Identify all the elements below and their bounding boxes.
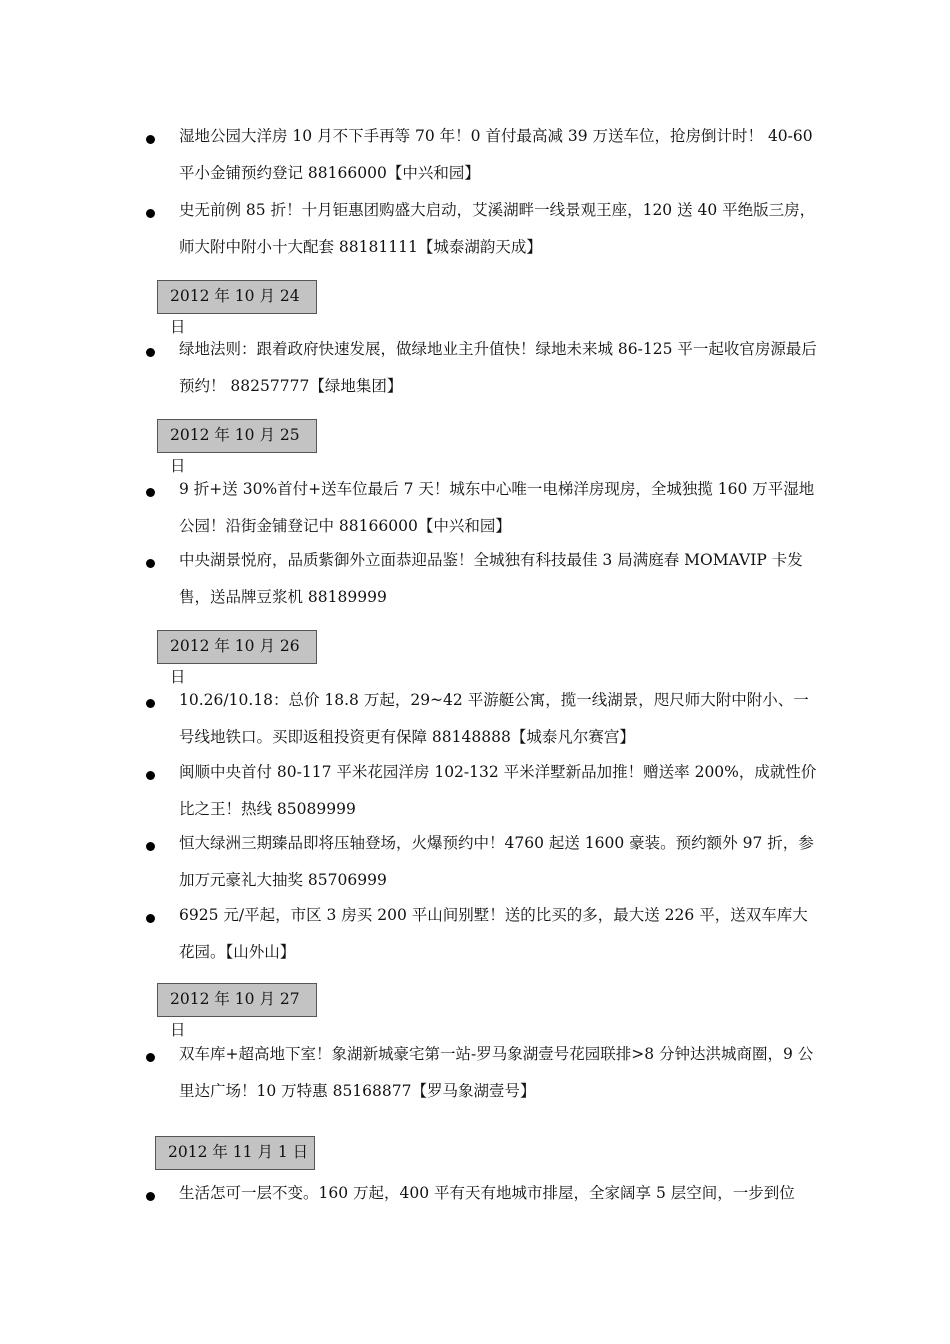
date-header: 2012 年 10 月 24 日: [157, 280, 317, 314]
date-header: 2012 年 10 月 25 日: [157, 419, 317, 453]
bullet-icon: [146, 914, 155, 923]
list-item-text: 双车库+超高地下室！象湖新城豪宅第一站-罗马象湖壹号花园联排>8 分钟达洪城商圈，9 公里达广场！10 万特惠 85168877【罗马象湖壹号】: [179, 1045, 814, 1100]
bullet-icon: [146, 842, 155, 851]
list-item-text: 恒大绿洲三期臻品即将压轴登场，火爆预约中！4760 起送 1600 豪装。预约额外 97 折，参加万元豪礼大抽奖 85706999: [179, 834, 814, 889]
bullet-icon: [146, 488, 155, 497]
bullet-icon: [146, 1192, 155, 1201]
date-header: 2012 年 10 月 26 日: [157, 630, 317, 664]
bullet-icon: [146, 559, 155, 568]
list-item-text: 闽顺中央首付 80-117 平米花园洋房 102-132 平米洋墅新品加推！赠送率 200%，成就性价比之王！热线 85089999: [179, 763, 817, 818]
bullet-icon: [146, 135, 155, 144]
list-item-text: 10.26/10.18：总价 18.8 万起，29~42 平游艇公寓，揽一线湖景，咫尺师大附中附小、一号线地铁口。买即返租投资更有保障 88148888【城泰凡尔赛宫】: [179, 691, 809, 746]
bullet-icon: [146, 771, 155, 780]
list-item-text: 6925 元/平起，市区 3 房买 200 平山间别墅！送的比买的多，最大送 226 平，送双车库大花园。【山外山】: [179, 906, 808, 961]
bullet-icon: [146, 699, 155, 708]
list-item-text: 史无前例 85 折！十月钜惠团购盛大启动，艾溪湖畔一线景观王座，120 送 40 平绝版三房，师大附中附小十大配套 88181111【城泰湖韵天成】: [179, 201, 816, 256]
bullet-icon: [146, 348, 155, 357]
list-item-text: 湿地公园大洋房 10 月不下手再等 70 年！0 首付最高减 39 万送车位，抢房倒计时！ 40-60 平小金铺预约登记 88166000【中兴和园】: [179, 127, 813, 182]
date-header: 2012 年 11 月 1 日: [155, 1136, 315, 1170]
bullet-icon: [146, 209, 155, 218]
bullet-icon: [146, 1053, 155, 1062]
list-item-text: 生活怎可一层不变。160 万起，400 平有天有地城市排屋，全家阔享 5 层空间，一步到位: [179, 1184, 795, 1202]
list-item-text: 中央湖景悦府，品质紫御外立面恭迎品鉴！全城独有科技最佳 3 局满庭春 MOMAVIP 卡发售，送品牌豆浆机 88189999: [179, 551, 803, 606]
date-header: 2012 年 10 月 27 日: [157, 983, 317, 1017]
list-item-text: 9 折+送 30%首付+送车位最后 7 天！城东中心唯一电梯洋房现房，全城独揽 160 万平湿地公园！沿街金铺登记中 88166000【中兴和园】: [179, 480, 815, 535]
list-item-text: 绿地法则：跟着政府快速发展，做绿地业主升值快！绿地未来城 86-125 平一起收官房源最后预约！ 88257777【绿地集团】: [179, 340, 817, 395]
